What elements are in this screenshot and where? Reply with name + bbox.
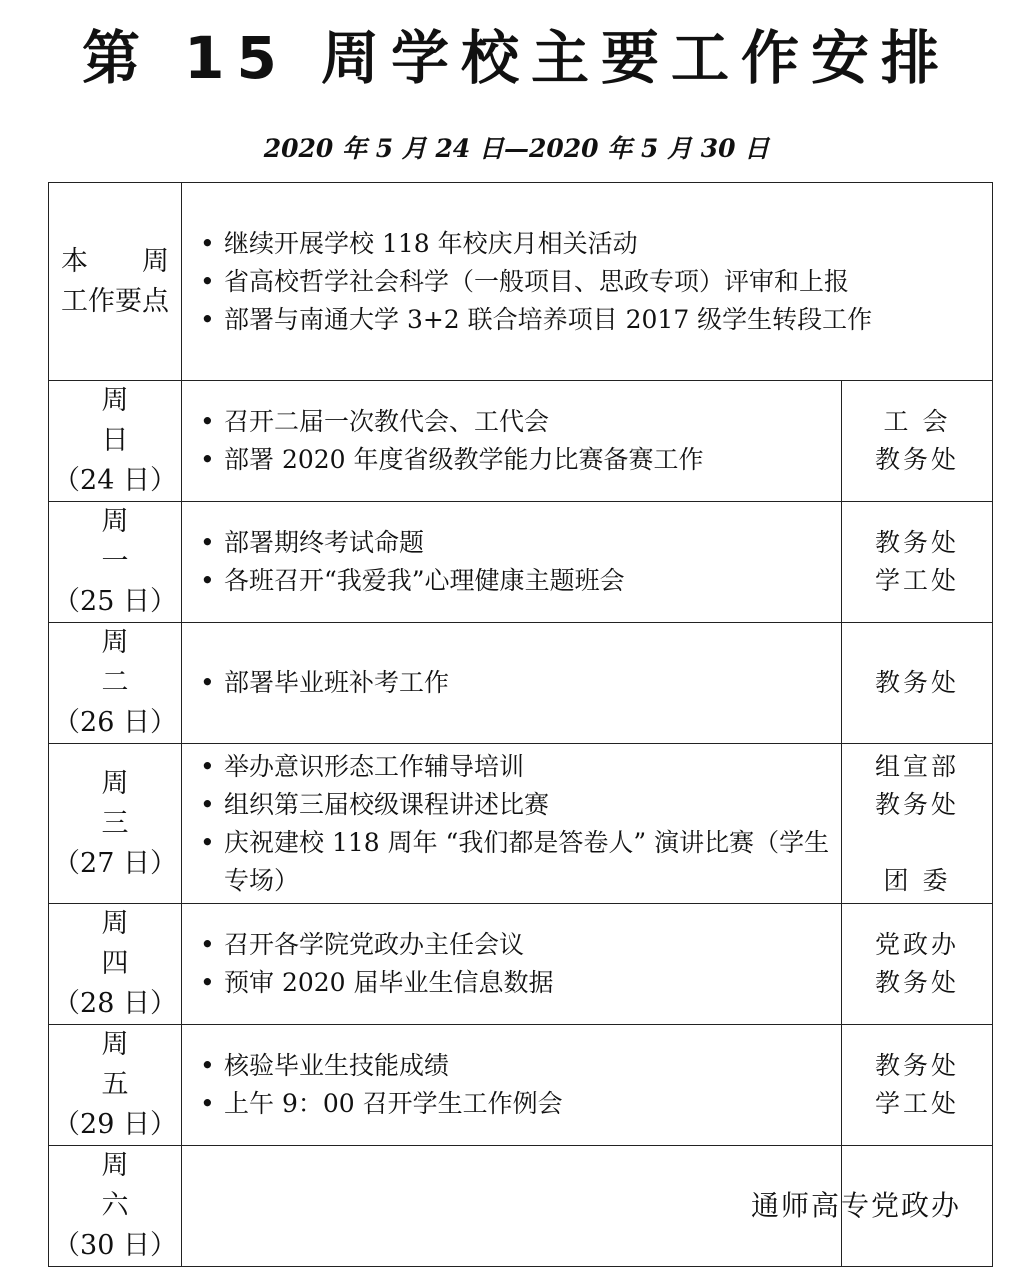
day-row-monday xyxy=(49,502,993,623)
dept-label: 教务处 xyxy=(875,968,960,997)
day-tasks-cell xyxy=(182,502,842,623)
day-dept-cell xyxy=(842,623,993,744)
key-points-list xyxy=(182,225,992,339)
schedule-table xyxy=(48,182,993,1267)
dept-label: 教务处 xyxy=(875,668,960,697)
day-name: 周一 xyxy=(101,506,159,577)
task-item: • 部署 2020 年度省级教学能力比赛备赛工作 xyxy=(200,441,831,479)
task-item: • 部署毕业班补考工作 xyxy=(200,664,831,702)
day-label-cell xyxy=(49,1146,182,1267)
day-tasks-cell xyxy=(182,623,842,744)
day-date: （28 日） xyxy=(53,988,177,1019)
key-points-label-part1: 本 xyxy=(61,245,88,277)
day-label-cell xyxy=(49,904,182,1025)
day-label-cell xyxy=(49,381,182,502)
task-item: • 庆祝建校 118 周年 “我们都是答卷人” 演讲比赛（学生专场） xyxy=(200,824,831,900)
day-date: （24 日） xyxy=(53,465,177,496)
day-row-sunday xyxy=(49,381,993,502)
dept-label: 教务处 xyxy=(875,1051,960,1080)
task-item: • 核验毕业生技能成绩 xyxy=(200,1047,831,1085)
day-label-cell xyxy=(49,623,182,744)
day-label-cell xyxy=(49,744,182,904)
task-item: • 各班召开“我爱我”心理健康主题班会 xyxy=(200,562,831,600)
day-name: 周五 xyxy=(101,1029,159,1100)
date-range: 2020 年 5 月 24 日—2020 年 5 月 30 日 xyxy=(263,134,770,163)
dept-label: 党政办 xyxy=(875,930,960,959)
day-row-friday xyxy=(49,1025,993,1146)
day-name: 周二 xyxy=(101,627,159,698)
dept-label: 学工处 xyxy=(875,1089,960,1118)
day-row-thursday xyxy=(49,904,993,1025)
day-tasks-cell xyxy=(182,1025,842,1146)
dept-label: 教务处 xyxy=(875,789,960,819)
dept-label: 教务处 xyxy=(875,445,960,474)
dept-label: 团 委 xyxy=(883,865,951,895)
key-point-item: • 继续开展学校 118 年校庆月相关活动 xyxy=(200,225,982,263)
day-date: （27 日） xyxy=(53,847,177,879)
key-points-row xyxy=(49,183,993,381)
day-name: 周四 xyxy=(101,908,159,979)
task-item: • 预审 2020 届毕业生信息数据 xyxy=(200,964,831,1002)
dept-label: 教务处 xyxy=(875,528,960,557)
dept-label: 工 会 xyxy=(883,407,951,436)
task-item: • 举办意识形态工作辅导培训 xyxy=(200,748,831,786)
key-point-item: • 部署与南通大学 3+2 联合培养项目 2017 级学生转段工作 xyxy=(200,301,982,339)
day-tasks-cell xyxy=(182,381,842,502)
day-dept-cell xyxy=(842,744,993,904)
issuer-signature: 通师高专党政办 xyxy=(750,1189,961,1222)
day-name: 周三 xyxy=(101,767,159,839)
task-item: • 召开二届一次教代会、工代会 xyxy=(200,403,831,441)
dept-label: 组宣部 xyxy=(875,751,960,781)
task-item: • 组织第三届校级课程讲述比赛 xyxy=(200,786,831,824)
task-item: • 召开各学院党政办主任会议 xyxy=(200,926,831,964)
task-item: • 部署期终考试命题 xyxy=(200,524,831,562)
day-row-tuesday xyxy=(49,623,993,744)
page-title: 第 15 周学校主要工作安排 xyxy=(81,24,952,92)
key-point-item: • 省高校哲学社会科学（一般项目、思政专项）评审和上报 xyxy=(200,263,982,301)
key-points-label-line2: 工作要点 xyxy=(61,285,169,317)
key-points-label xyxy=(49,183,182,381)
key-points-cell xyxy=(182,183,993,381)
day-date: （26 日） xyxy=(53,707,177,738)
day-label-cell xyxy=(49,1025,182,1146)
day-dept-cell xyxy=(842,904,993,1025)
day-dept-cell xyxy=(842,381,993,502)
day-tasks-cell xyxy=(182,1146,842,1267)
day-tasks-cell xyxy=(182,744,842,904)
day-date: （29 日） xyxy=(53,1109,177,1140)
day-row-wednesday xyxy=(49,744,993,904)
task-item: • 上午 9：00 召开学生工作例会 xyxy=(200,1085,831,1123)
day-name: 周日 xyxy=(101,385,159,456)
dept-spacer xyxy=(842,824,992,862)
day-date: （25 日） xyxy=(53,586,177,617)
key-points-label-part2: 周 xyxy=(142,245,169,277)
day-dept-cell xyxy=(842,502,993,623)
day-date: （30 日） xyxy=(53,1230,177,1261)
dept-label: 学工处 xyxy=(875,566,960,595)
day-name: 周六 xyxy=(101,1150,159,1221)
day-tasks-cell xyxy=(182,904,842,1025)
day-label-cell xyxy=(49,502,182,623)
day-dept-cell xyxy=(842,1025,993,1146)
